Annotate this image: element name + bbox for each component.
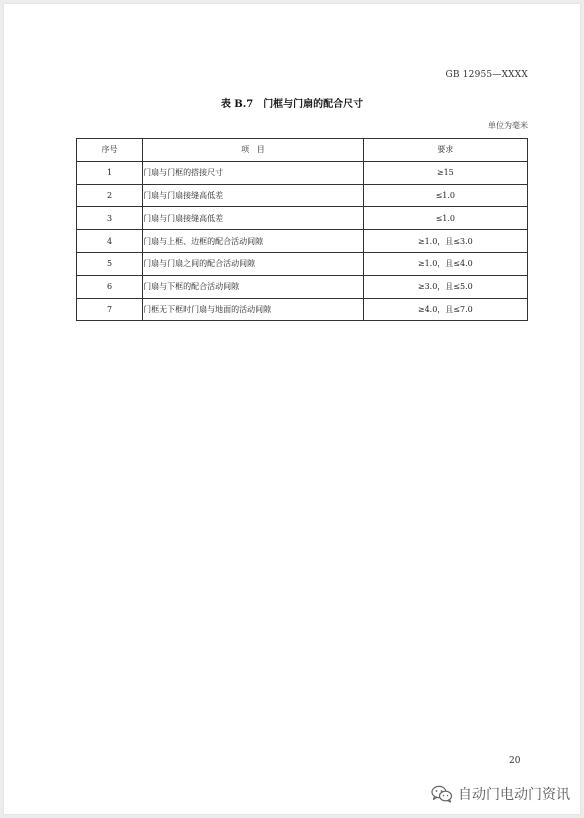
row-requirement: ≥15	[363, 161, 527, 184]
watermark-text: 自动门电动门资讯	[458, 787, 570, 803]
table-row	[77, 252, 528, 275]
row-item: 门扇与门扇接缝高低差	[143, 184, 363, 207]
table-row	[77, 275, 528, 298]
row-no: 1	[77, 161, 143, 184]
table-number: 表 B.7	[220, 99, 254, 110]
table-row	[77, 298, 528, 321]
spec-table	[76, 138, 528, 321]
row-item: 门扇与下框的配合活动间隙	[143, 275, 363, 298]
unit-note: 单位为毫米	[488, 121, 528, 130]
table-row	[77, 230, 528, 253]
row-requirement: ≤1.0	[363, 207, 527, 230]
row-requirement: ≥1.0，且≤4.0	[363, 252, 527, 275]
wechat-icon	[431, 785, 453, 803]
row-no: 2	[77, 184, 143, 207]
row-requirement: ≤1.0	[363, 184, 527, 207]
document-code: GB 12955—XXXX	[445, 70, 528, 80]
row-item: 门框无下框时门扇与地面的活动间隙	[143, 298, 363, 321]
row-no: 5	[77, 252, 143, 275]
watermark	[431, 784, 570, 804]
table-row	[77, 161, 528, 184]
row-no: 3	[77, 207, 143, 230]
table-title-text: 门框与门扇的配合尺寸	[263, 99, 364, 110]
table-row	[77, 184, 528, 207]
page-number: 20	[509, 756, 521, 766]
row-item: 门扇与门扇之间的配合活动间隙	[143, 252, 363, 275]
document-page	[4, 4, 580, 814]
table-header-row	[77, 139, 528, 162]
row-requirement: ≥4.0，且≤7.0	[363, 298, 527, 321]
row-requirement: ≥3.0，且≤5.0	[363, 275, 527, 298]
row-no: 6	[77, 275, 143, 298]
table-title	[4, 95, 580, 110]
table-row	[77, 207, 528, 230]
header-no: 序号	[77, 139, 143, 162]
row-requirement: ≥1.0，且≤3.0	[363, 230, 527, 253]
header-requirement: 要求	[363, 139, 527, 162]
header-item: 项 目	[143, 139, 363, 162]
row-item: 门扇与上框、边框的配合活动间隙	[143, 230, 363, 253]
row-no: 4	[77, 230, 143, 253]
row-no: 7	[77, 298, 143, 321]
row-item: 门扇与门框的搭接尺寸	[143, 161, 363, 184]
row-item: 门扇与门扇接缝高低差	[143, 207, 363, 230]
